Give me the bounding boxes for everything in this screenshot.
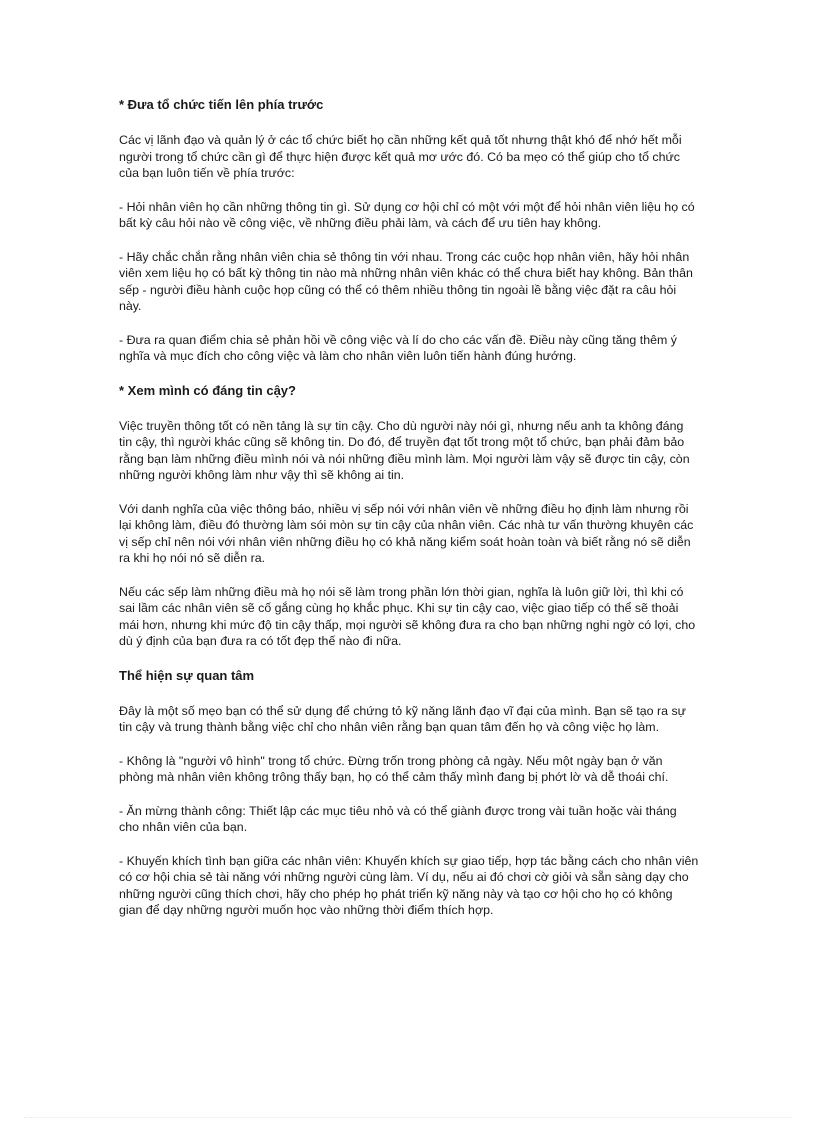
document-body: [119, 96, 699, 936]
section-heading: * Đưa tổ chức tiến lên phía trước: [119, 97, 324, 112]
paragraph: Với danh nghĩa của việc thông báo, nhiều vị sếp nói với nhân viên về những điều họ định làm nhưng rồi lại không làm, điều đó thường làm sói mòn sự tin cậy của nhân viên. Các nhà tư vấn thường khuyên các vị sếp chỉ nên nói với nhân viên những điều họ có khả năng kiểm soát hoàn toàn và biết rằng nó sẽ diễn ra khi họ nói nó sẽ diễn ra.: [119, 501, 694, 565]
paragraph: Nếu các sếp làm những điều mà họ nói sẽ làm trong phần lớn thời gian, nghĩa là luôn giữ lời, thì khi có sai lầm các nhân viên sẽ cố gắng cùng họ khắc phục. Khi sự tin cậy cao, việc giao tiếp có thể sẽ thoải mái hơn, nhưng khi mức độ tin cậy thấp, mọi người sẽ không đưa ra cho bạn những nghi ngờ có lợi, cho dù ý định của bạn đưa ra có tốt đẹp thế nào đi nữa.: [119, 584, 696, 648]
section-heading: Thể hiện sự quan tâm: [119, 667, 255, 683]
paragraph: - Không là "người vô hình" trong tổ chức. Đừng trốn trong phòng cả ngày. Nếu một ngày bạn ở văn phòng mà nhân viên không trông thấy bạn, họ có thể cảm thấy mình đang bị phớt lờ và dễ thoái chí.: [119, 753, 669, 784]
paragraph: Việc truyền thông tốt có nền tảng là sự tin cậy. Cho dù người này nói gì, nhưng nếu anh ta không đáng tin cậy, thì người khác cũng sẽ không tin. Do đó, để truyền đạt tốt trong một tổ chức, bạn phải đảm bảo rằng bạn làm những điều mình nói và nói những điều mình làm. Mọi người làm vậy sẽ được tin cậy, còn những người không làm như vậy thì sẽ không ai tin.: [119, 418, 690, 482]
section-heading: * Xem mình có đáng tin cậy?: [119, 382, 296, 398]
paragraph: - Hỏi nhân viên họ cần những thông tin gì. Sử dụng cơ hội chỉ có một với một để hỏi nhân viên liệu họ có bất kỳ câu hỏi nào về công việc, về những điều phải làm, và cách để ưu tiên hay không.: [119, 199, 695, 230]
paragraph: - Đưa ra quan điểm chia sẻ phản hồi về công việc và lí do cho các vấn đề. Điều này cũng tăng thêm ý nghĩa và mục đích cho công việc và làm cho nhân viên luôn tiến hành đúng hướng.: [119, 332, 677, 363]
paragraph: Các vị lãnh đạo và quản lý ở các tổ chức biết họ cần những kết quả tốt nhưng thật khó để nhớ hết mỗi người trong tổ chức cần gì để thực hiện được kết quả mơ ước đó. Có ba mẹo có thể giúp cho tổ chức của bạn luôn tiến về phía trước:: [119, 133, 682, 180]
paragraph: - Hãy chắc chắn rằng nhân viên chia sẻ thông tin với nhau. Trong các cuộc họp nhân viên, hãy hỏi nhân viên xem liệu họ có bất kỳ thông tin nào mà những nhân viên khác có thể chưa biết hay không. Bản thân sếp - người điều hành cuộc họp cũng có thể có thêm nhiều thông tin ngoài lề bằng việc đặt ra câu hỏi này.: [119, 249, 693, 313]
paragraph: Đây là một số mẹo bạn có thể sử dụng để chứng tỏ kỹ năng lãnh đạo vĩ đại của mình. Bạn sẽ tạo ra sự tin cậy và trung thành bằng việc chỉ cho nhân viên rằng bạn quan tâm đến họ và công việc họ làm.: [119, 703, 686, 734]
paragraph: - Ăn mừng thành công: Thiết lập các mục tiêu nhỏ và có thể giành được trong vài tuần hoặc vài tháng cho nhân viên của bạn.: [119, 803, 677, 834]
page-edge-divider: [24, 1117, 792, 1118]
paragraph: - Khuyến khích tình bạn giữa các nhân viên: Khuyến khích sự giao tiếp, hợp tác bằng cách cho nhân viên có cơ hội chia sẻ tài năng với những người cùng làm. Ví dụ, nếu ai đó chơi cờ giỏi và sẵn sàng dạy cho những người cũng thích chơi, hãy cho phép họ phát triển kỹ năng này và tạo cơ hội cho họ có không gian để dạy những người muốn học vào những thời điểm thích hợp.: [119, 853, 699, 917]
